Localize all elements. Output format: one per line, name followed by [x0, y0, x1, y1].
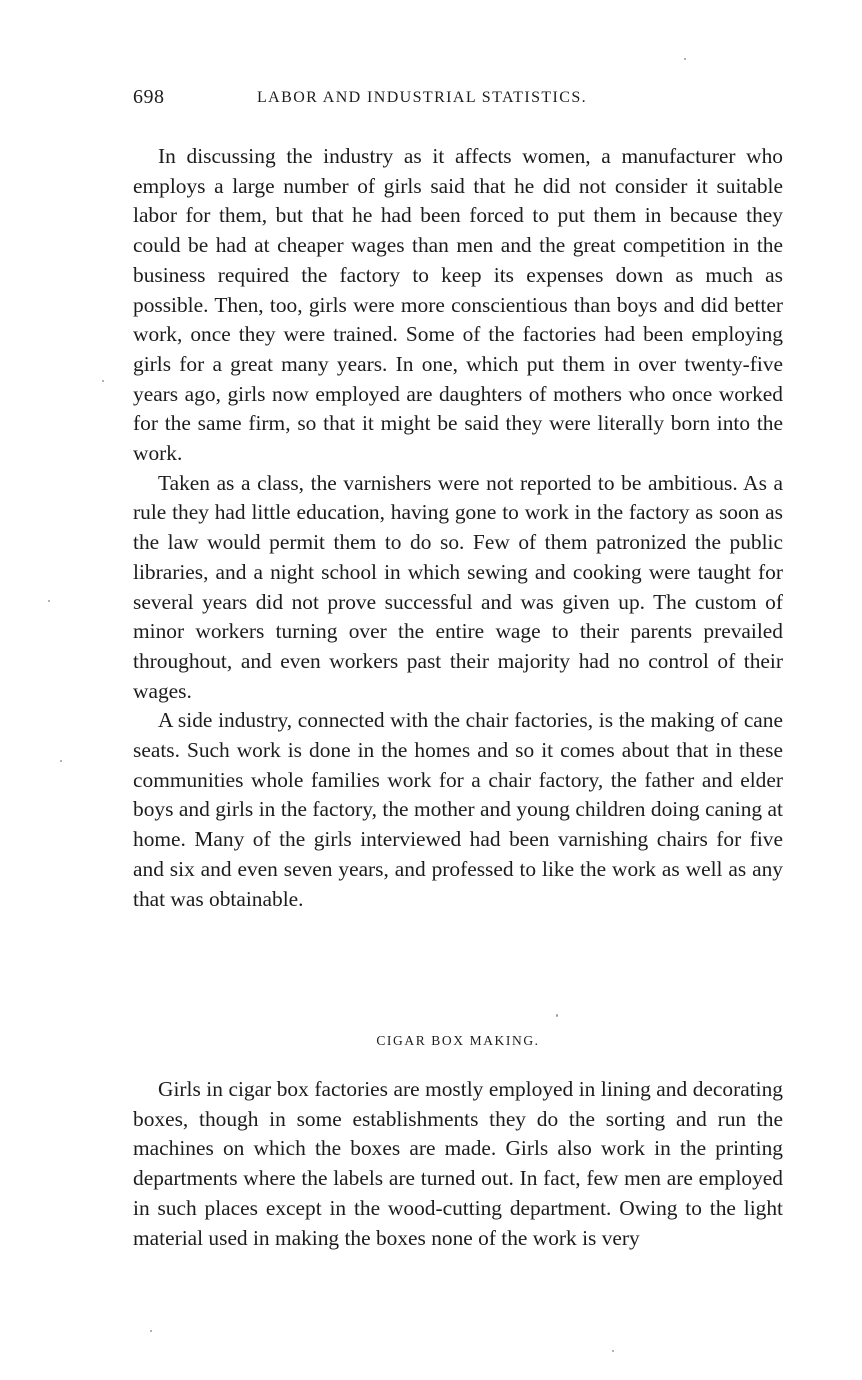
scan-speck — [48, 600, 50, 602]
scan-speck — [684, 58, 686, 60]
running-head: LABOR AND INDUSTRIAL STATISTICS. — [257, 89, 588, 106]
paragraph-cigar-box: Girls in cigar box factories are mostly employed in lining and decorating boxes, though in some establishments they do the sorting and run the machines on which the boxes are made. Girls also work in the printing departments where the labels are turned out. In fact, few men are employed in such places except in the wood-cutting department. Owing to the light material used in making the boxes none of the work is very — [133, 1077, 783, 1250]
scan-speck — [60, 760, 62, 762]
page-number: 698 — [133, 86, 165, 108]
scan-speck — [102, 380, 104, 382]
section-heading: CIGAR BOX MAKING. — [376, 1033, 540, 1048]
scan-speck — [150, 1330, 152, 1332]
scan-speck — [612, 1350, 614, 1352]
paragraph-varnishers: Taken as a class, the varnishers were not reported to be ambitious. As a rule they had little education, having gone to work in the factory as soon as the law would permit them to do so. Few of them patronized the public libraries, and a night school in which sewing and cooking were taught for several years did not prove successful and was given up. The custom of minor workers turning over the entire wage to their parents prevailed throughout, and even workers past their majority had no control of their wages. — [133, 470, 783, 703]
page-header — [133, 86, 783, 114]
paragraph-cane-seats: A side industry, connected with the chair factories, is the making of cane seats. Such work is done in the homes and so it comes about that in these communities whole families work for a chair factory, the father and elder boys and girls in the factory, the mother and young children doing caning at home. Many of the girls interviewed had been varnishing chairs for five and six and even seven years, and professed to like the work as well as any that was obtainable. — [133, 708, 783, 911]
body-text-upper — [133, 142, 783, 914]
paragraph-women-in-industry: In discussing the industry as it affects women, a manufacturer who employs a large number of girls said that he did not consider it suitable labor for them, but that he had been forced to put them in because they could be had at cheaper wages than men and the great competition in the business required the factory to keep its expenses down as much as possible. Then, too, girls were more conscientious than boys and did better work, once they were trained. Some of the factories had been employing girls for a great many years. In one, which put them in over twenty-five years ago, girls now employed are daughters of mothers who once worked for the same firm, so that it might be said they were literally born into the work. — [133, 144, 783, 466]
scan-speck — [556, 1014, 558, 1017]
body-text-lower — [133, 1075, 783, 1253]
